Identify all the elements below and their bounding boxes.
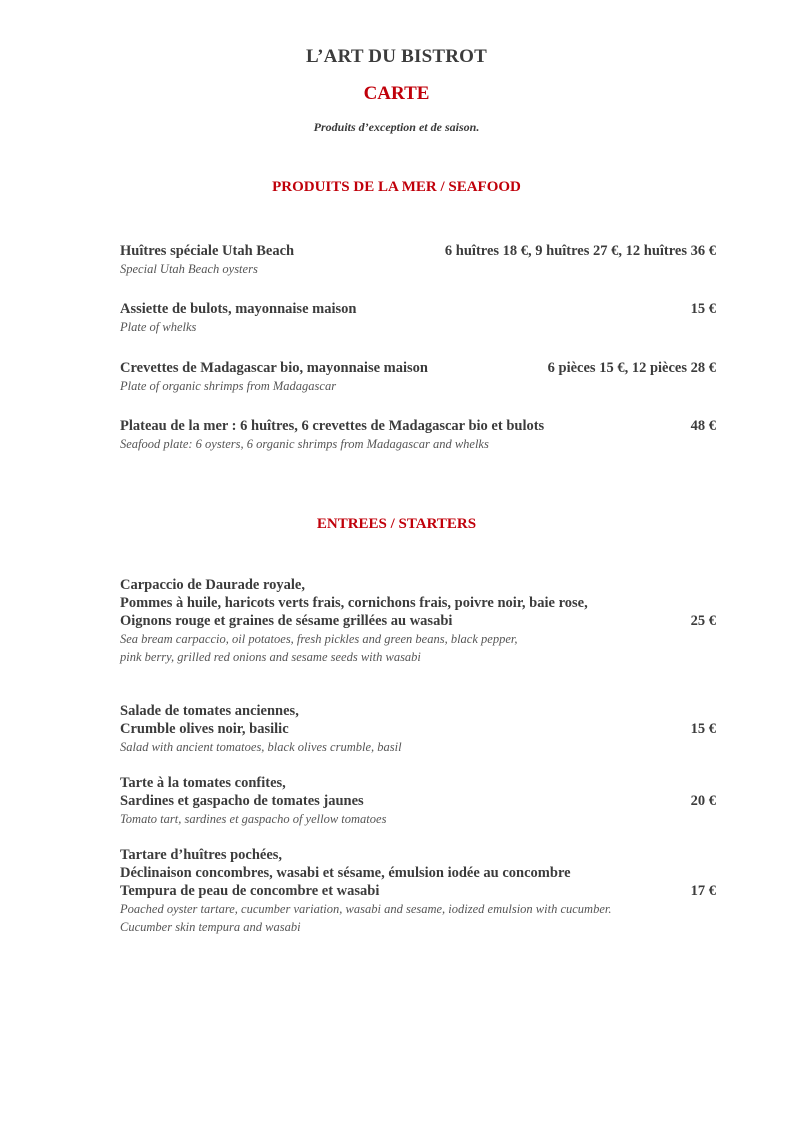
item-name: Crumble olives noir, basilic 15 €: [120, 721, 716, 737]
menu-item: [120, 702, 716, 756]
item-price: 15 €: [690, 721, 716, 737]
menu-item: [120, 417, 716, 453]
menu-item: [120, 242, 716, 278]
item-price: 15 €: [690, 301, 716, 317]
item-name: Huîtres spéciale Utah Beach 6 huîtres 18 €, 9 huîtres 27 €, 12 huîtres 36 €: [120, 243, 716, 259]
section-title-starters: ENTREES / STARTERS: [316, 516, 477, 532]
item-name: Plateau de la mer : 6 huîtres, 6 crevettes de Madagascar bio et bulots 48 €: [120, 418, 716, 434]
item-name: Assiette de bulots, mayonnaise maison 15 €: [120, 301, 716, 317]
restaurant-name: L’ART DU BISTROT: [306, 46, 487, 67]
item-price: 6 pièces 15 €, 12 pièces 28 €: [547, 360, 716, 376]
item-translation: Special Utah Beach oysters: [120, 262, 258, 276]
item-name: Tarte à la tomates confites,: [120, 775, 286, 791]
item-name: Salade de tomates anciennes,: [120, 703, 299, 719]
item-name: Tartare d’huîtres pochées,: [120, 847, 283, 863]
item-name: Carpaccio de Daurade royale,: [120, 577, 305, 593]
menu-item: [120, 576, 716, 666]
item-name: Oignons rouge et graines de sésame grillées au wasabi 25 €: [120, 613, 716, 629]
menu-item: [120, 846, 716, 936]
item-name: Pommes à huile, haricots verts frais, cornichons frais, poivre noir, baie rose,: [120, 595, 588, 611]
section-title-seafood: PRODUITS DE LA MER / SEAFOOD: [272, 179, 521, 195]
item-name: Sardines et gaspacho de tomates jaunes 20 €: [120, 793, 716, 809]
item-translation: Cucumber skin tempura and wasabi: [120, 920, 301, 934]
item-translation: pink berry, grilled red onions and sesame seeds with wasabi: [120, 650, 421, 664]
item-price: 48 €: [690, 418, 716, 434]
item-name: Tempura de peau de concombre et wasabi 17 €: [120, 883, 716, 899]
item-translation: Tomato tart, sardines et gaspacho of yellow tomatoes: [120, 812, 387, 826]
item-price: 25 €: [690, 613, 716, 629]
item-translation: Seafood plate: 6 oysters, 6 organic shrimps from Madagascar and whelks: [120, 437, 489, 451]
item-translation: Salad with ancient tomatoes, black olives crumble, basil: [120, 740, 402, 754]
item-translation: Sea bream carpaccio, oil potatoes, fresh pickles and green beans, black pepper,: [120, 632, 518, 646]
menu-item: [120, 300, 716, 336]
item-name: Crevettes de Madagascar bio, mayonnaise maison 6 pièces 15 €, 12 pièces 28 €: [120, 360, 716, 376]
menu-item: [120, 774, 716, 828]
item-translation: Poached oyster tartare, cucumber variation, wasabi and sesame, iodized emulsion with cucumber.: [120, 902, 612, 916]
item-name: Déclinaison concombres, wasabi et sésame, émulsion iodée au concombre: [120, 865, 571, 881]
item-price: 17 €: [690, 883, 716, 899]
item-translation: Plate of organic shrimps from Madagascar: [120, 379, 337, 393]
item-translation: Plate of whelks: [120, 320, 197, 334]
item-price: 20 €: [690, 793, 716, 809]
item-price: 6 huîtres 18 €, 9 huîtres 27 €, 12 huîtres 36 €: [444, 243, 716, 259]
menu-heading: CARTE: [363, 83, 430, 104]
tagline: Produits d’exception et de saison.: [313, 120, 480, 134]
menu-item: [120, 359, 716, 395]
